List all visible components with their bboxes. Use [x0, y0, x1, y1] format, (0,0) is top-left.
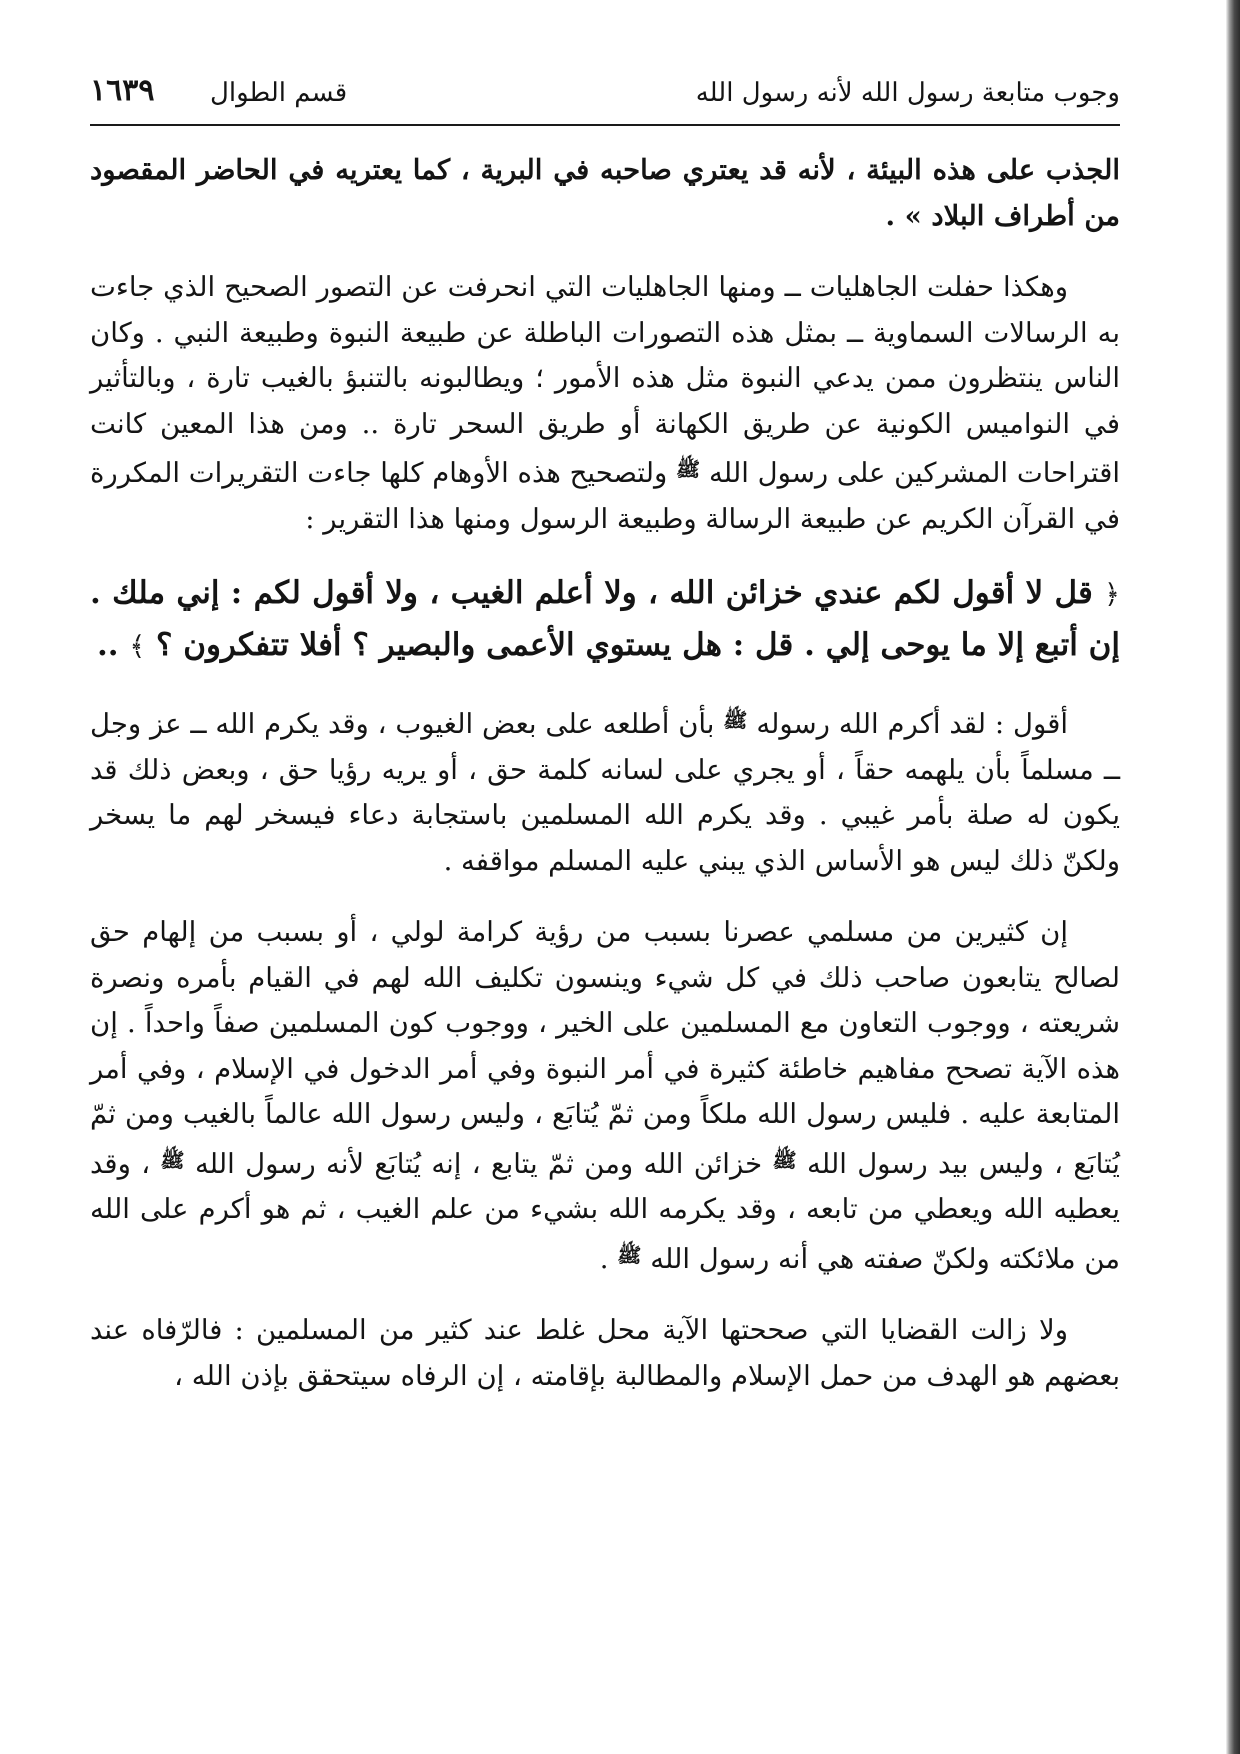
paragraph-text: الجذب على هذه البيئة ، لأنه قد يعتري صاحبه في البرية ، كما يعتريه في الحاضر المقصود من أطراف البلاد » . [90, 154, 1120, 232]
running-header [90, 70, 1120, 120]
paragraph-aqool [90, 698, 1120, 884]
paragraph-text: أقول : لقد أكرم الله رسوله [756, 708, 1068, 740]
verse-text: قل لا أقول لكم عندي خزائن الله ، ولا أعلم الغيب ، ولا أقول لكم : إني ملك . إن أتبع إلا ما يوحى إلي . قل : هل يستوي الأعمى والبصير ؟ أفلا تتفكرون ؟ [90, 575, 1120, 663]
verse-tail: .. [96, 627, 130, 663]
paragraph-continuation [90, 148, 1120, 239]
paragraph-text: خزائن الله ومن ثمّ يتابع ، إنه يُتابَع لأنه رسول الله [194, 1147, 763, 1180]
verse-open-bracket: ﴿ [1104, 579, 1120, 610]
salawat-symbol: ﷺ [723, 708, 748, 732]
paragraph-text: ولا زالت القضايا التي صححتها الآية محل غلط عند كثير من المسلمين : فالرّفاه عند بعضهم هو الهدف من حمل الإسلام والمطالبة بإقامته ، إن الرفاه سيتحقق بإذن الله ، [90, 1314, 1120, 1392]
paragraph-text: ، وقد يعطيه الله ويعطي من تابعه ، وقد يكرمه الله بشيء من علم الغيب ، ثم هو أكرم على الله من ملائكته ولكنّ صفته هي أنه رسول الله [90, 1147, 1120, 1275]
header-rule [90, 124, 1120, 126]
book-page [90, 70, 1120, 1425]
salawat-symbol: ﷺ [676, 457, 701, 481]
running-header-section: قسم الطوال [210, 78, 348, 108]
paragraph-text-after: بأن أطلعه على بعض الغيوب ، وقد يكرم الله ــ عز وجل ــ مسلماً بأن يلهمه حقاً ، أو يجري على لسانه كلمة حق ، أو يريه رؤيا حق ، وبعض ذلك قد يكون له صلة بأمر غيبي . وقد يكرم الله المسلمين باستجابة دعاء فيسخر لهم ما يسخر ولكنّ ذلك ليس هو الأساس الذي يبني عليه المسلم مواقفه . [90, 708, 1120, 877]
paragraph-qadaya [90, 1308, 1120, 1399]
salawat-symbol: ﷺ [772, 1147, 797, 1172]
paragraph-text: وهكذا حفلت الجاهليات ــ ومنها الجاهليات التي انحرفت عن التصور الصحيح الذي جاءت به الرسالات السماوية ــ بمثل هذه التصورات الباطلة عن طبيعة النبوة وطبيعة النبي . وكان الناس ينتظرون ممن يدعي النبوة مثل هذه الأمور ؛ ويطالبونه بالتنبؤ بالغيب تارة ، وبالتأثير في النواميس الكونية عن طريق الكهانة أو طريق السحر تارة .. ومن هذا المعين كانت اقتراحات المشركين على رسول الله [90, 271, 1121, 489]
quran-verse [90, 568, 1120, 672]
verse-close-bracket: ﴾ [129, 631, 146, 662]
running-header-title: وجوب متابعة رسول الله لأنه رسول الله [695, 78, 1120, 108]
paragraph-jahiliyyat [90, 265, 1120, 542]
page-binding-edge [1226, 0, 1240, 1754]
paragraph-text: إن كثيرين من مسلمي عصرنا بسبب من رؤية كرامة لولي ، أو بسبب من إلهام حق لصالح يتابعون صاحب ذلك في كل شيء وينسون تكليف الله لهم في القيام بأمره ونصرة شريعته ، ووجوب التعاون مع المسلمين على الخير ، ووجوب كون المسلمين صفاً واحداً . إن هذه الآية تصحح مفاهيم خاطئة كثيرة في أمر النبوة وفي أمر الدخول في الإسلام ، وفي أمر المتابعة عليه . فليس رسول الله ملكاً ومن ثمّ يُتابَع ، وليس رسول الله عالماً بالغيب ومن ثمّ يُتابَع ، وليس بيد رسول الله [90, 916, 1120, 1180]
salawat-symbol: ﷺ [160, 1147, 185, 1172]
salawat-symbol: ﷺ [617, 1242, 642, 1267]
page-number: ١٦٣٩ [90, 73, 155, 108]
paragraph-katheerin [90, 910, 1120, 1282]
paragraph-text-after: ولتصحيح هذه الأوهام كلها جاءت التقريرات المكررة في القرآن الكريم عن طبيعة الرسالة وطبيعة الرسول ومنها هذا التقرير : [90, 457, 1120, 535]
paragraph-text: . [599, 1242, 609, 1275]
